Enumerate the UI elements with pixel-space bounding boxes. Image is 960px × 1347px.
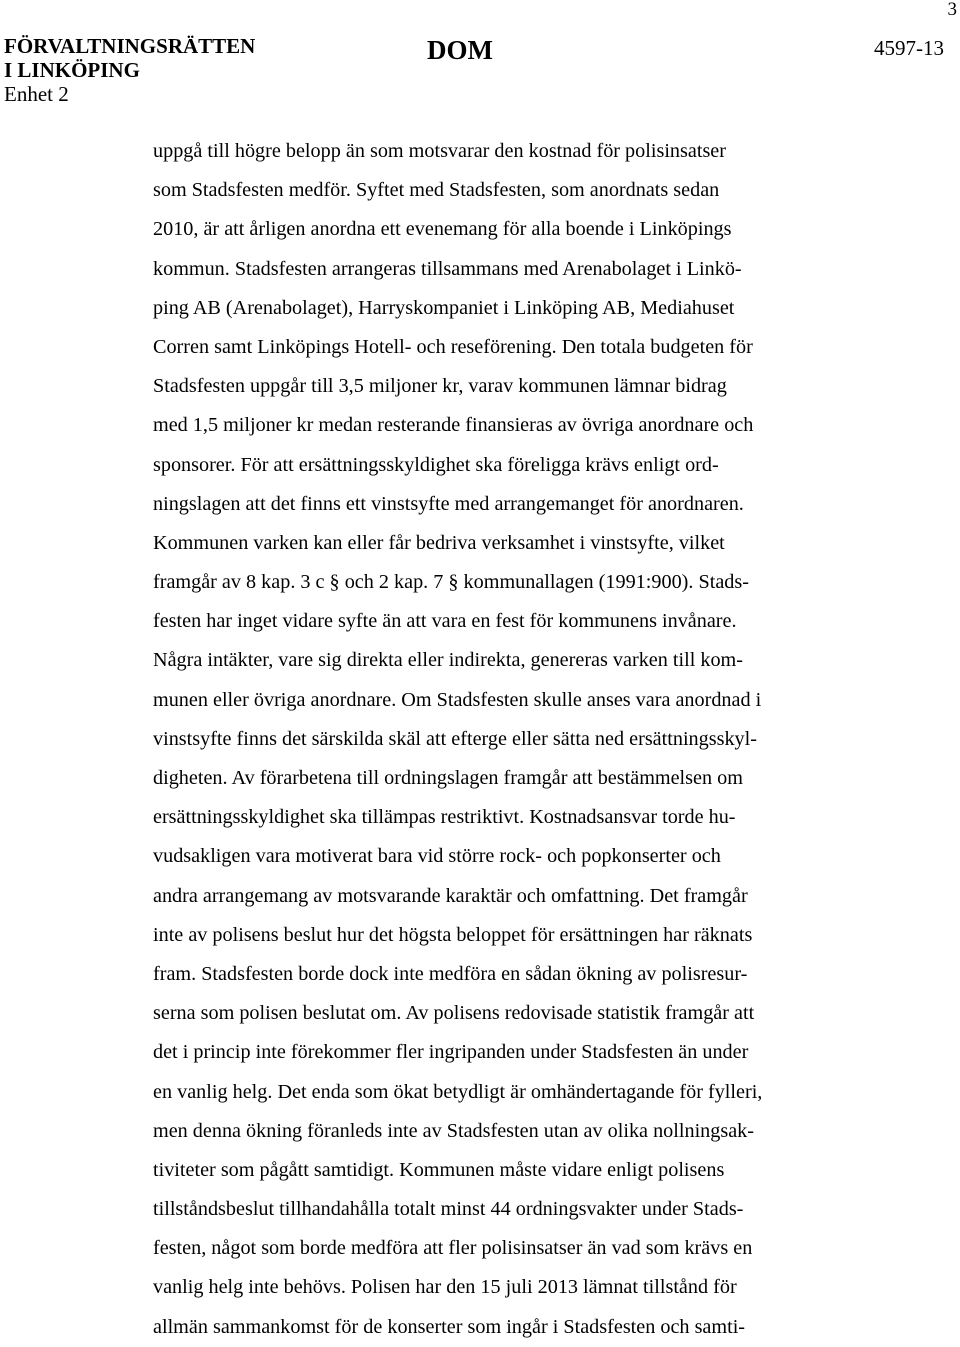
body-line: tiviteter som pågått samtidigt. Kommunen måste vidare enligt polisens (153, 1158, 725, 1181)
body-line: sponsorer. För att ersättningsskyldighet ska föreligga krävs enligt ord- (153, 453, 719, 476)
body-line: andra arrangemang av motsvarande karaktär och omfattning. Det framgår (153, 884, 748, 907)
body-line: allmän sammankomst för de konserter som ingår i Stadsfesten och samti- (153, 1315, 746, 1338)
body-text (153, 132, 853, 1347)
body-line: men denna ökning föranleds inte av Stadsfesten utan av olika nollningsak- (153, 1119, 754, 1142)
court-block (4, 34, 255, 106)
body-line: ersättningsskyldighet ska tillämpas restriktivt. Kostnadsansvar torde hu- (153, 806, 736, 829)
body-line: Några intäkter, vare sig direkta eller indirekta, genereras varken till kom- (153, 649, 743, 672)
body-line: en vanlig helg. Det enda som ökat betydligt är omhändertagande för fylleri, (153, 1080, 763, 1103)
body-line: ningslagen att det finns ett vinstsyfte med arrangemanget för anordnaren. (153, 492, 744, 515)
document-type: DOM (427, 35, 493, 65)
body-line: det i princip inte förekommer fler ingripanden under Stadsfesten än under (153, 1041, 749, 1064)
body-line: festen har inget vidare syfte än att vara en fest för kommunens invånare. (153, 610, 737, 633)
body-line: 2010, är att årligen anordna ett evenemang för alla boende i Linköpings (153, 218, 732, 241)
document-header (4, 34, 944, 114)
case-number: 4597-13 (874, 36, 944, 60)
court-name-line-2: I LINKÖPING (4, 58, 140, 82)
court-name-line-1: FÖRVALTNINGSRÄTTEN (4, 34, 256, 58)
body-line: munen eller övriga anordnare. Om Stadsfesten skulle anses vara anordnad i (153, 688, 762, 711)
page-number: 3 (947, 0, 957, 20)
body-line: kommun. Stadsfesten arrangeras tillsammans med Arenabolaget i Linkö- (153, 257, 742, 280)
body-line: vudsakligen vara motiverat bara vid större rock- och popkonserter och (153, 845, 721, 868)
body-line: framgår av 8 kap. 3 c § och 2 kap. 7 § kommunallagen (1991:900). Stads- (153, 571, 749, 594)
court-unit: Enhet 2 (4, 82, 69, 106)
body-line: digheten. Av förarbetena till ordningslagen framgår att bestämmelsen om (153, 767, 743, 789)
body-line: fram. Stadsfesten borde dock inte medföra en sådan ökning av polisresur- (153, 962, 748, 985)
body-line: Corren samt Linköpings Hotell- och reseförening. Den totala budgeten för (153, 335, 753, 358)
body-line: festen, något som borde medföra att fler polisinsatser än vad som krävs en (153, 1237, 753, 1260)
body-line: vinstsyfte finns det särskilda skäl att efterge eller sätta ned ersättningsskyl- (153, 727, 757, 750)
body-line: Stadsfesten uppgår till 3,5 miljoner kr, varav kommunen lämnar bidrag (153, 375, 727, 398)
body-line: som Stadsfesten medför. Syftet med Stadsfesten, som anordnats sedan (153, 179, 720, 202)
body-line: serna som polisen beslutat om. Av polisens redovisade statistik framgår att (153, 1002, 755, 1025)
body-line: inte av polisens beslut hur det högsta beloppet för ersättningen har räknats (153, 923, 753, 946)
body-line: med 1,5 miljoner kr medan resterande finansieras av övriga anordnare och (153, 414, 754, 437)
body-line: uppgå till högre belopp än som motsvarar den kostnad för polisinsatser (153, 140, 726, 162)
body-line: Kommunen varken kan eller får bedriva verksamhet i vinstsyfte, vilket (153, 531, 725, 554)
body-line: vanlig helg inte behövs. Polisen har den 15 juli 2013 lämnat tillstånd för (153, 1276, 737, 1299)
body-line: tillståndsbeslut tillhandahålla totalt minst 44 ordningsvakter under Stads- (153, 1198, 744, 1221)
body-line: ping AB (Arenabolaget), Harryskompaniet i Linköping AB, Mediahuset (153, 296, 735, 319)
